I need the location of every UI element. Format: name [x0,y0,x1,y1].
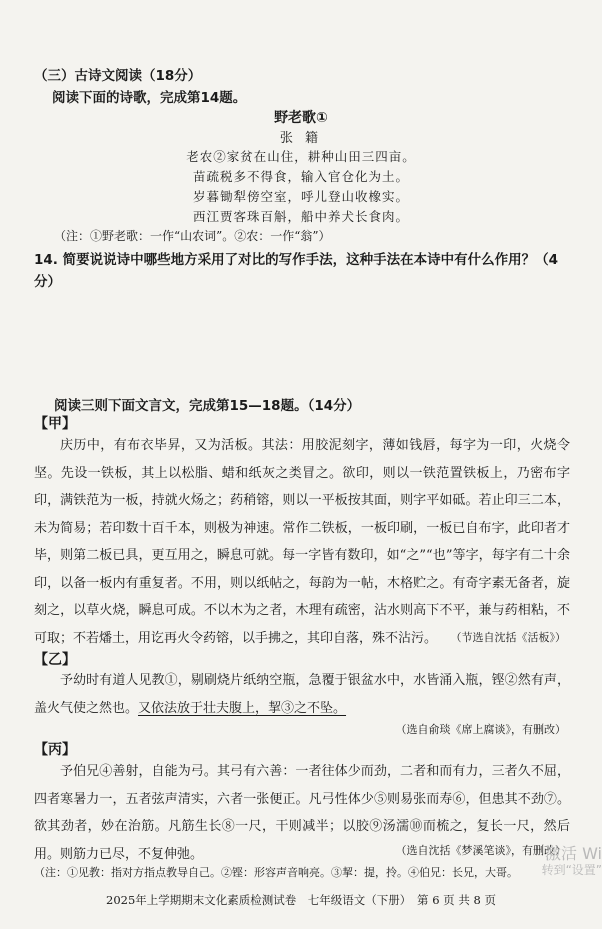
passage-yi-text-plain: 予幼时有道人见教①，剔刷烧片纸纳空瓶，急覆于银盆水中，水皆涌入瓶，铿②然有声，盖火气使之然也。 [34,673,570,716]
passage-yi-text [34,667,570,722]
footnote: （注：①见教：指对方指点教导自己。②铿：形容声音响亮。③挈：提，拎。④伯兄：长兄，大哥。 [34,866,518,879]
poem-line: 西江贾客珠百斛，船中养犬长食肉。 [192,209,409,224]
passage-bing-text: 予伯兄④善射，自能为弓。其弓有六善：一者往体少而劲，二者和而有力，三者久不屈，四者寒暑力一，五者弦声清实，六者一张便正。凡弓性体少⑤则易张而寿⑥，但患其不劲⑦。欲其劲者，妙在治筋。凡筋生长⑧一尺，干则减半；以胶⑨汤濡⑩而梳之，复长一尺，然后用。则筋力已尽，不复伸弛。 [34,764,570,862]
prose-instruction: 阅读三则下面文言文，完成第15—18题。（14分） [54,398,361,414]
windows-activation-watermark [542,846,602,878]
poem-line: 苗疏税多不得食，输入官仓化为土。 [192,169,409,184]
passage-yi-source: （选自俞琰《席上腐谈》，有删改） [395,723,566,736]
poem-line: 岁暮锄犁傍空室，呼儿登山收橡实。 [192,189,409,204]
poem-instruction: 阅读下面的诗歌，完成第14题。 [52,90,247,106]
section-heading: （三）古诗文阅读（18分） [34,68,202,84]
poem-line: 老农②家贫在山住，耕种山田三四亩。 [186,149,416,164]
page-footer: 2025年上学期期末文化素质检测试卷 七年级语文（下册） 第 6 页 共 8 页 [106,893,496,907]
passage-jia-label: 【甲】 [34,416,76,432]
passage-jia-source: （节选自沈括《活板》） [450,631,566,644]
poem-note: （注：①野老歌：一作“山农词”。②农：一作“翁”） [54,229,331,243]
watermark-line1: 激活 Wi [544,844,602,863]
question-14: 14. 简要说说诗中哪些地方采用了对比的写作手法，这种手法在本诗中有什么作用？（4分） [34,252,559,290]
passage-bing-source: （选自沈括《梦溪笔谈》，有删改） [395,844,566,857]
watermark-line2: 转到“设置” [541,863,602,877]
passage-yi-underlined-sentence: 又依法放于壮夫腹上，挈③之不坠。 [138,700,347,716]
poem-author: 张 籍 [279,131,323,146]
passage-jia-text: 庆历中，有布衣毕昇，又为活板。其法：用胶泥刻字，薄如钱唇，每字为一印，火烧令坚。先设一铁板，其上以松脂、蜡和纸灰之类冒之。欲印，则以一铁范置铁板上，乃密布字印，满铁范为一板，持就火炀之；药稍镕，则以一平板按其面，则字平如砥。若止印三二本，未为简易；若印数十百千本，则极为神速。常作二铁板，一板印刷，一板已自布字，此印者才毕，则第二板已具，更互用之，瞬息可就。每一字皆有数印，如“之”“也”等字，每字有二十余印，以备一板内有重复者。不用，则以纸帖之，每韵为一帖，木格贮之。有奇字素无备者，旋刻之，以草火烧，瞬息可成。不以木为之者，木理有疏密，沾水则高下不平，兼与药相粘，不可取；不若燔土，用讫再火令药镕，以手拂之，其印自落，殊不沾污。 [34,438,570,646]
passage-bing-label: 【丙】 [34,742,76,758]
poem-title: 野老歌① [274,110,328,126]
passage-yi-label: 【乙】 [34,652,76,668]
